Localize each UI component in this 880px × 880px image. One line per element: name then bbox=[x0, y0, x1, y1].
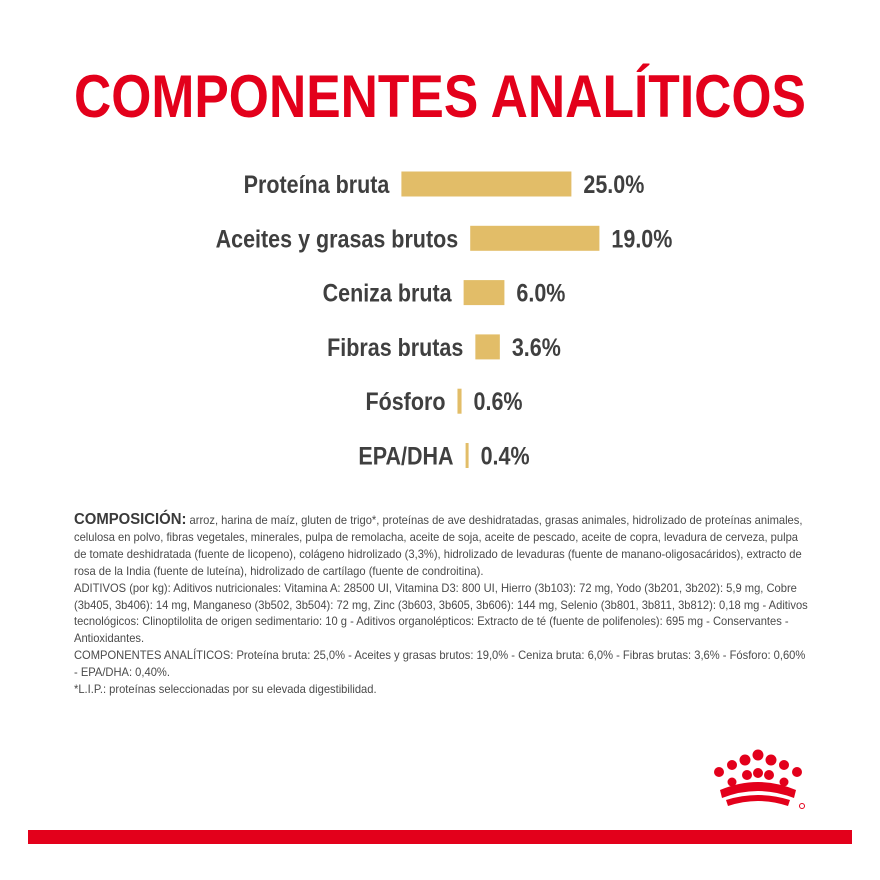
value-label: 19.0% bbox=[611, 225, 673, 254]
bar bbox=[466, 443, 469, 468]
bar bbox=[470, 226, 599, 251]
category-label: Proteína bruta bbox=[243, 171, 391, 199]
value-label: 6.0% bbox=[516, 279, 566, 308]
footer-red-bar bbox=[28, 830, 852, 844]
category-label: Ceniza bruta bbox=[322, 279, 453, 308]
composition-paragraph bbox=[74, 512, 809, 580]
category-label: Fósforo bbox=[365, 388, 446, 417]
value-label: 0.6% bbox=[473, 388, 523, 417]
bar bbox=[475, 334, 499, 359]
value-label: 25.0% bbox=[583, 171, 645, 199]
royal-canin-crown-logo-icon bbox=[702, 748, 814, 814]
category-label: EPA/DHA bbox=[358, 442, 454, 471]
bar bbox=[464, 280, 505, 305]
composition-text-block bbox=[74, 512, 809, 698]
value-label: 3.6% bbox=[511, 333, 561, 362]
footnote-paragraph: *L.I.P.: proteínas seleccionadas por su elevada digestibilidad. bbox=[74, 682, 377, 697]
composition-ingredients: arroz, harina de maíz, gluten de trigo*, proteínas de ave deshidratadas, grasas animales, hidrolizado de proteínas animales, celulosa en polvo, fibras vegetales, minerales, pulpa de remolacha, aceite de soja, aceite de pescado, aceite de copra, levadura de cerveza, pulpa de tomate deshidratada (fuente de licopeno), colágeno hidrolizado (3,3%), hidrolizado de levaduras (fuente de manano-oligosacáridos), extracto de rosa de la India (fuente de luteína), hidrolizado de cartílago (fuente de condroitina). bbox=[74, 513, 803, 578]
additives-paragraph: ADITIVOS (por kg): Aditivos nutricionales: Vitamina A: 28500 UI, Vitamina D3: 800 UI, Hierro (3b103): 72 mg, Yodo (3b201, 3b202): 5,9 mg, Cobre (3b405, 3b406): 14 mg, Manganeso (3b502, 3b504): 72 mg, Zinc (3b603, 3b605, 3b606): 144 mg, Selenio (3b801, 3b811, 3b812): 0,18 mg - Aditivos tecnológicos: Clinoptilolita de origen sedimentario: 10 g - Aditivos organolépticos: Extracto de té (fuente de polifenoles): 695 mg - Conservantes - Antioxidantes. bbox=[74, 580, 808, 646]
analytical-paragraph: COMPONENTES ANALÍTICOS: Proteína bruta: 25,0% - Aceites y grasas brutos: 19,0% - Ceniza bruta: 6,0% - Fibras brutas: 3,6% - Fósforo: 0,60% - EPA/DHA: 0,40%. bbox=[74, 648, 806, 680]
category-label: Aceites y grasas brutos bbox=[215, 225, 459, 254]
page-title: COMPONENTES ANALÍTICOS bbox=[74, 63, 806, 130]
bar bbox=[457, 389, 461, 414]
category-label: Fibras brutas bbox=[327, 333, 464, 362]
composition-label: COMPOSICIÓN: bbox=[74, 511, 187, 528]
value-label: 0.4% bbox=[480, 442, 530, 471]
bar bbox=[401, 172, 571, 197]
analytical-components-chart bbox=[0, 150, 880, 490]
